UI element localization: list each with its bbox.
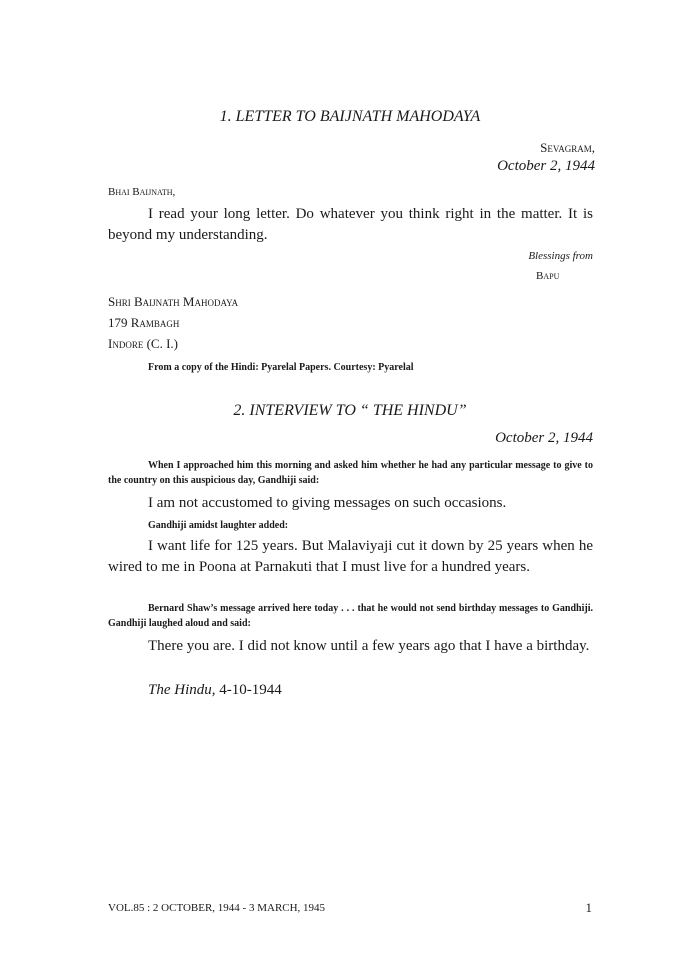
letter-body-text: I read your long letter. Do whatever you think right in the matter. It is beyond my understanding. bbox=[108, 206, 593, 243]
address-line: Indore (C. I.) bbox=[108, 336, 178, 351]
letter-source-note: From a copy of the Hindi: Pyarelal Papers. Courtesy: Pyarelal bbox=[148, 362, 414, 373]
interview-reply-2-text: I want life for 125 years. But Malaviyaji cut it down by 25 years when he wired to me in Poona at Parnakuti that I must live for a hundred years. bbox=[108, 538, 593, 575]
letter-salutation: Bhai Baijnath, bbox=[108, 186, 176, 198]
footer-page-number: 1 bbox=[585, 900, 592, 915]
interview-reply-2 bbox=[108, 536, 593, 578]
letter-place: Sevagram, bbox=[540, 140, 595, 155]
interview-source bbox=[148, 682, 282, 699]
letter-date: October 2, 1944 bbox=[497, 158, 595, 174]
interview-reply-3 bbox=[108, 636, 593, 657]
interview-reply-1-text: I am not accustomed to giving messages on such occasions. bbox=[148, 495, 507, 511]
letter-body bbox=[108, 204, 593, 246]
interview-note-3: Bernard Shaw’s message arrived here today . . . that he would not send birthday messages to Gandhiji. Gandhiji laughed aloud and said: bbox=[108, 603, 593, 629]
letter-closing: Blessings from bbox=[528, 250, 593, 262]
letter-signature: Bapu bbox=[536, 270, 560, 282]
address-line: 179 Rambagh bbox=[108, 315, 180, 330]
interview-note-2: Gandhiji amidst laughter added: bbox=[148, 520, 289, 531]
interview-intro: When I approached him this morning and asked him whether he had any particular message to give to the country on this auspicious day, Gandhiji said: bbox=[108, 460, 593, 486]
source-title: The Hindu, bbox=[148, 682, 216, 698]
interview-heading: 2. INTERVIEW TO “ THE HINDU” bbox=[233, 402, 467, 419]
letter-heading: 1. LETTER TO BAIJNATH MAHODAYA bbox=[219, 108, 481, 125]
footer-volume: VOL.85 : 2 OCTOBER, 1944 - 3 MARCH, 1945 bbox=[108, 902, 326, 914]
interview-date: October 2, 1944 bbox=[495, 430, 593, 446]
interview-reply-3-text: There you are. I did not know until a few years ago that I have a birthday. bbox=[148, 638, 590, 654]
source-date: 4-10-1944 bbox=[219, 682, 282, 698]
interview-reply-1 bbox=[108, 493, 593, 514]
address-line: Shri Baijnath Mahodaya bbox=[108, 294, 239, 309]
